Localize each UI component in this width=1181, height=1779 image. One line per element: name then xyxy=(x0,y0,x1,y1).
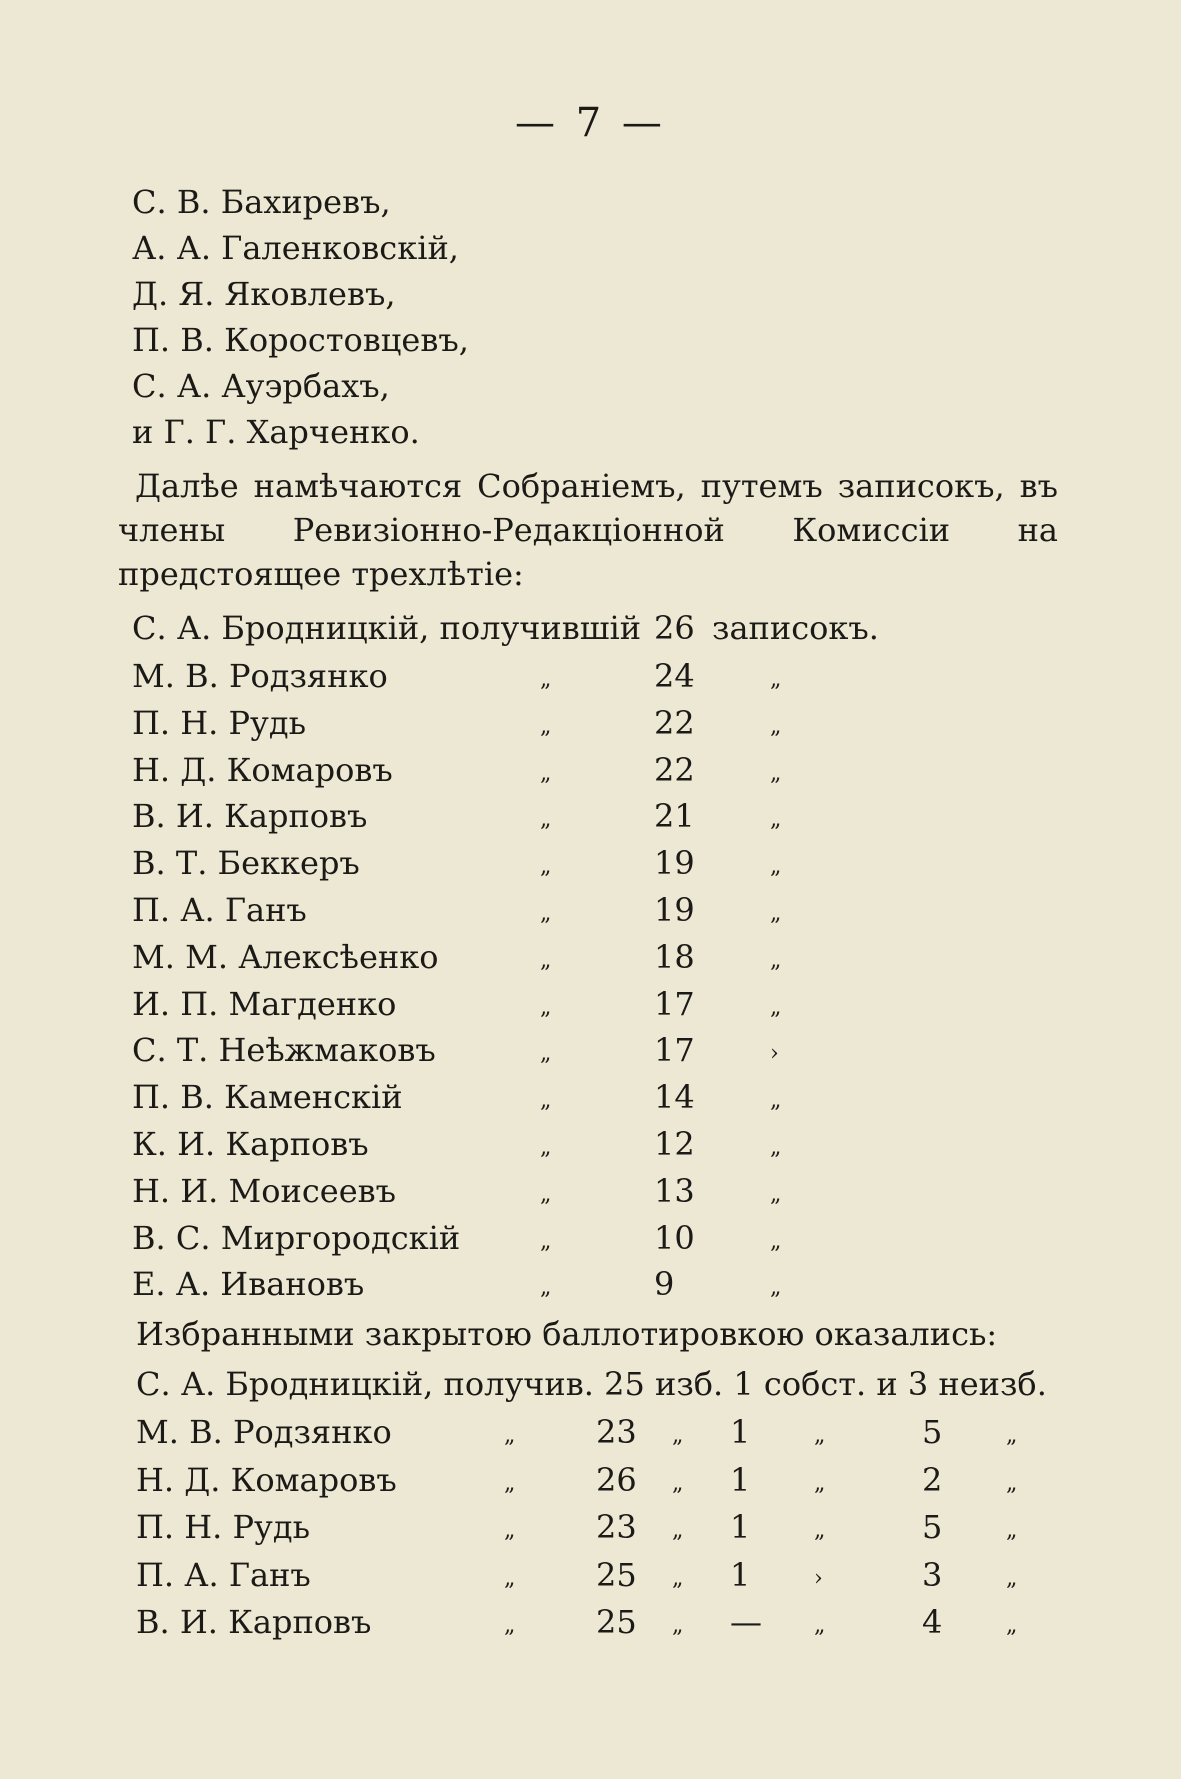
elected-name: П. А. Ганъ xyxy=(136,1555,311,1594)
ditto-mark: „ xyxy=(770,947,782,973)
list-item: А. А. Галенковскій, xyxy=(132,229,459,267)
nominee-count: 22 xyxy=(654,703,695,742)
nominee-name: М. М. Алексѣенко xyxy=(132,937,439,976)
ditto-mark: „ xyxy=(540,1135,552,1160)
ditto-mark: „ xyxy=(814,1613,826,1638)
ditto-mark: „ xyxy=(540,947,552,973)
ditto-mark: „ xyxy=(770,854,782,880)
nominee-name: П. А. Ганъ xyxy=(132,891,307,929)
nominee-name: Н. Д. Комаровъ xyxy=(132,750,393,789)
ditto-mark: „ xyxy=(540,1228,552,1254)
nominee-count: 24 xyxy=(654,657,695,695)
nominee-count: 19 xyxy=(654,891,695,929)
nominee-count: 14 xyxy=(654,1078,695,1117)
neizb-count: 5 xyxy=(922,1413,943,1451)
list-item: С. А. Ауэрбахъ, xyxy=(132,367,390,405)
elected-name: В. И. Карповъ xyxy=(136,1603,372,1641)
ditto-mark: „ xyxy=(814,1470,826,1496)
ditto-mark: „ xyxy=(770,1135,782,1160)
list-item: и Г. Г. Харченко. xyxy=(132,413,420,451)
nominee-count: 17 xyxy=(654,1031,695,1070)
nominee-name: Н. И. Моисеевъ xyxy=(132,1171,397,1210)
ditto-mark: „ xyxy=(1006,1613,1018,1638)
nominee-count: 26 xyxy=(654,609,695,647)
nominee-count: 10 xyxy=(654,1218,695,1257)
list-item: П. В. Коростовцевъ, xyxy=(132,321,469,359)
izb-count: 25 xyxy=(596,1603,637,1641)
izb-count: 23 xyxy=(596,1508,637,1546)
ditto-mark: „ xyxy=(540,901,552,926)
ditto-mark: „ xyxy=(770,901,782,926)
ditto-mark: „ xyxy=(672,1470,684,1496)
nominee-name: П. Н. Рудь xyxy=(132,703,306,742)
ditto-mark: › xyxy=(814,1565,823,1591)
sobst-count: 1 xyxy=(730,1555,751,1594)
ditto-mark: „ xyxy=(1006,1518,1018,1543)
nominee-count: 22 xyxy=(654,750,695,789)
nominee-count: 17 xyxy=(654,984,695,1023)
ditto-mark: „ xyxy=(1006,1470,1018,1496)
elected-name: Н. Д. Комаровъ xyxy=(136,1460,397,1499)
nominee-name: С. Т. Неѣжмаковъ xyxy=(132,1031,436,1070)
ditto-mark: „ xyxy=(770,667,782,692)
ditto-mark: „ xyxy=(540,667,552,692)
nominee-name: К. И. Карповъ xyxy=(132,1125,369,1163)
nominee-count: 12 xyxy=(654,1125,695,1163)
nominee-name: П. В. Каменскій xyxy=(132,1078,403,1117)
page-number: — 7 — xyxy=(515,100,666,146)
sobst-count: — xyxy=(730,1603,762,1641)
izb-count: 25 xyxy=(596,1555,637,1594)
ditto-mark: „ xyxy=(770,807,782,833)
ditto-mark: „ xyxy=(504,1613,516,1638)
neizb-count: 2 xyxy=(922,1460,943,1499)
ditto-mark: „ xyxy=(814,1423,826,1448)
ditto-mark: „ xyxy=(1006,1565,1018,1591)
nominee-name: В. Т. Беккеръ xyxy=(132,844,360,883)
nominee-count: 21 xyxy=(654,797,695,836)
ditto-mark: „ xyxy=(814,1518,826,1543)
ditto-mark: „ xyxy=(504,1423,516,1448)
sobst-count: 1 xyxy=(730,1413,751,1451)
nominee-name: В. И. Карповъ xyxy=(132,797,368,836)
list-item: Д. Я. Яковлевъ, xyxy=(132,275,396,313)
elected-name: П. Н. Рудь xyxy=(136,1508,310,1546)
elected-heading: Избранными закрытою баллотировкою оказались: xyxy=(136,1315,998,1353)
ditto-mark: „ xyxy=(540,1275,552,1301)
ditto-mark: „ xyxy=(540,1041,552,1067)
nominee-name: М. В. Родзянко xyxy=(132,657,388,695)
ditto-mark: „ xyxy=(504,1518,516,1543)
ditto-mark: „ xyxy=(672,1423,684,1448)
nominee-name: В. С. Миргородскій xyxy=(132,1218,461,1257)
ditto-mark: „ xyxy=(770,760,782,786)
nominee-count: 9 xyxy=(654,1265,675,1304)
neizb-count: 5 xyxy=(922,1508,943,1546)
paragraph: Далѣе намѣчаются Собраніемъ, путемъ записокъ, въ члены Ревизіонно-Редакціонной Комиссіи на предстоящее трехлѣтіе: xyxy=(118,467,1058,593)
elected-first-row: С. А. Бродницкій, получив. 25 изб. 1 собст. и 3 неизб. xyxy=(136,1365,1047,1403)
ditto-mark: „ xyxy=(540,1088,552,1114)
izb-count: 26 xyxy=(596,1460,637,1499)
nominee-name: С. А. Бродницкій, получившій xyxy=(132,609,642,647)
izb-count: 23 xyxy=(596,1413,637,1451)
ditto-mark: „ xyxy=(770,1228,782,1254)
ditto-mark: „ xyxy=(770,713,782,739)
nominee-count: 19 xyxy=(654,844,695,883)
ditto-mark: „ xyxy=(540,760,552,786)
sobst-count: 1 xyxy=(730,1508,751,1546)
ditto-mark: „ xyxy=(1006,1423,1018,1448)
ditto-mark: „ xyxy=(770,1275,782,1301)
nominee-unit: записокъ. xyxy=(712,609,879,647)
ditto-mark: „ xyxy=(504,1565,516,1591)
ditto-mark: „ xyxy=(504,1470,516,1496)
sobst-count: 1 xyxy=(730,1460,751,1499)
nominee-name: И. П. Магденко xyxy=(132,984,397,1023)
neizb-count: 4 xyxy=(922,1603,943,1641)
nominee-name: Е. А. Ивановъ xyxy=(132,1265,365,1304)
ditto-mark: „ xyxy=(540,713,552,739)
ditto-mark: „ xyxy=(540,1181,552,1207)
nominee-count: 18 xyxy=(654,937,695,976)
elected-name: М. В. Родзянко xyxy=(136,1413,392,1451)
neizb-count: 3 xyxy=(922,1555,943,1594)
ditto-mark: „ xyxy=(672,1518,684,1543)
ditto-mark: „ xyxy=(540,854,552,880)
ditto-mark: „ xyxy=(540,994,552,1020)
list-item: С. В. Бахиревъ, xyxy=(132,183,391,221)
ditto-mark: „ xyxy=(672,1613,684,1638)
ditto-mark: „ xyxy=(672,1565,684,1591)
ditto-mark: „ xyxy=(540,807,552,833)
ditto-mark: „ xyxy=(770,994,782,1020)
ditto-mark: „ xyxy=(770,1181,782,1207)
ditto-mark: „ xyxy=(770,1088,782,1114)
ditto-mark: › xyxy=(770,1041,779,1067)
nominee-count: 13 xyxy=(654,1171,695,1210)
